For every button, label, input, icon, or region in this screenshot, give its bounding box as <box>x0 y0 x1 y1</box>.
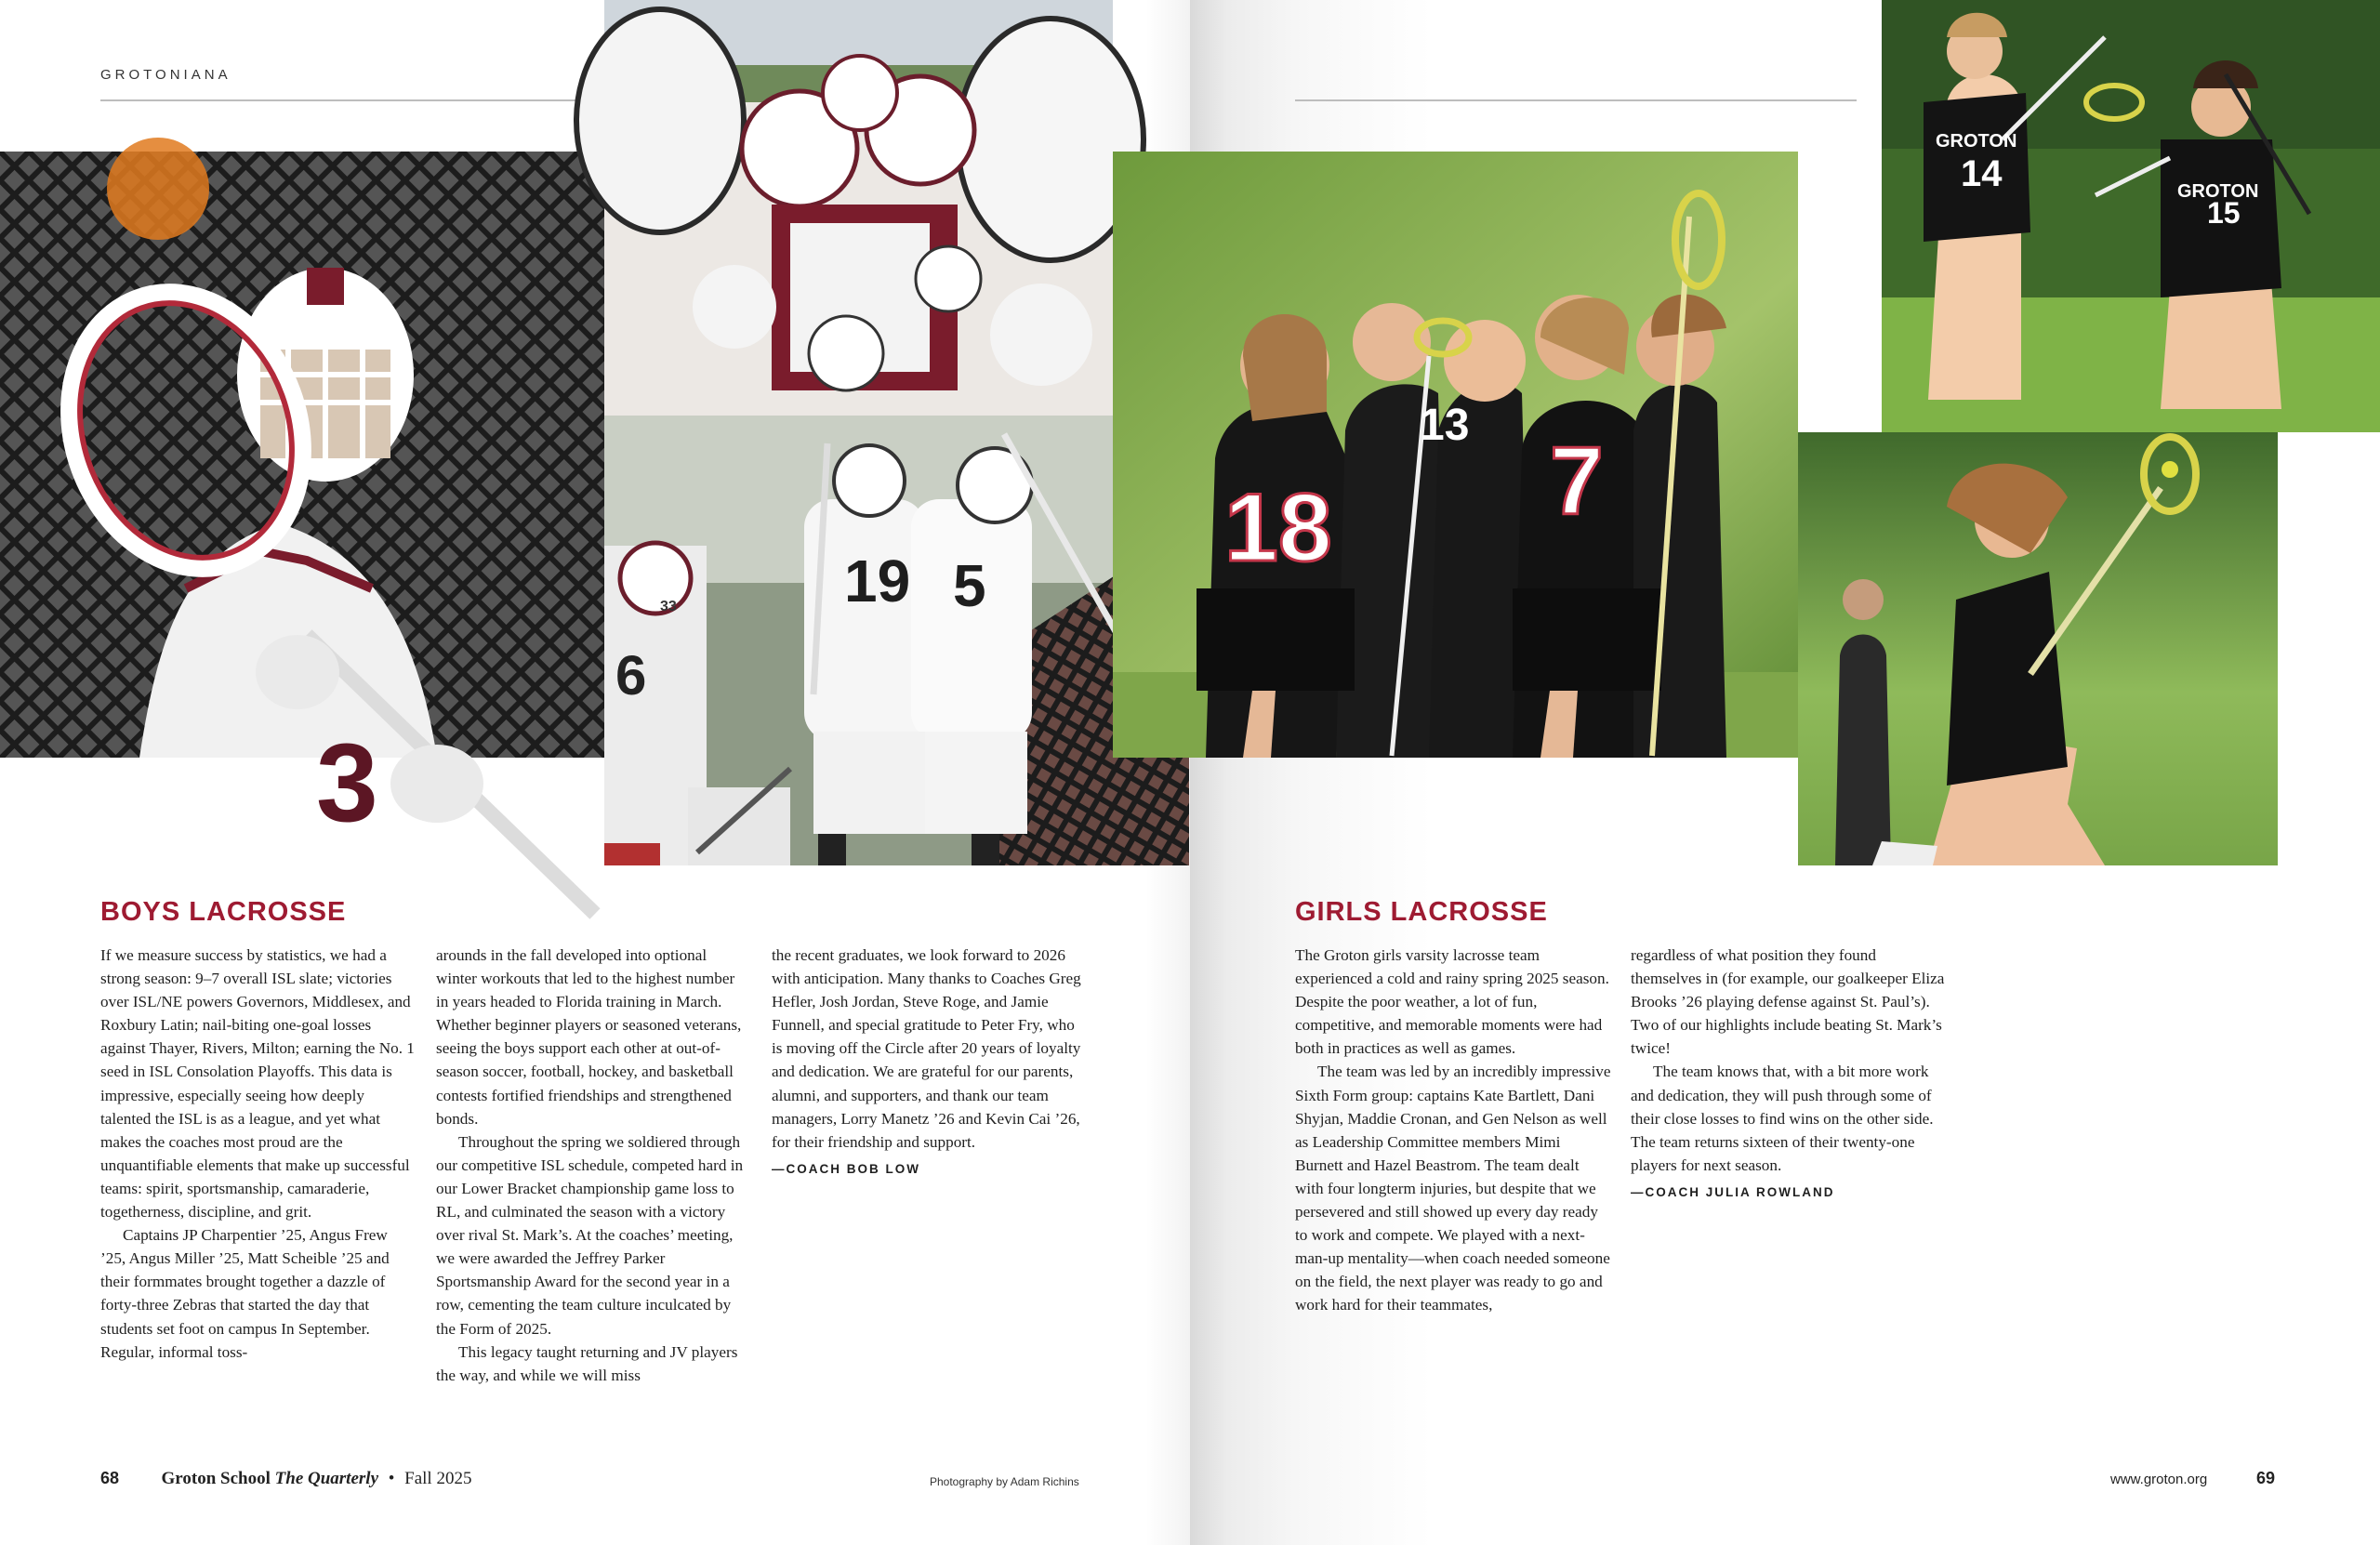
boys-coach-byline: —COACH BOB LOW <box>772 1161 920 1176</box>
photo-boys-goalie <box>0 152 604 845</box>
publication-title: The Quarterly <box>274 1469 378 1488</box>
paragraph: If we measure success by statistics, we had a strong season: 9–7 overall ISL slate; victories over ISL/NE powers Governors, Middlesex, and Roxbury Latin; nail-biting one-goal losses against Thayer, Rivers, Milton; earning the No. 1 seed in ISL Consolation Playoffs. This data is impressive, especially seeing how deeply talented the ISL is as a league, and yet what makes the coaches most proud are the unquantifiable elements that make up successful teams: spirit, sportsmanship, camaraderie, togetherness, discipline, and grit. <box>100 946 415 1221</box>
girls-chest-text-b: GROTON <box>2177 181 2259 202</box>
girls-jersey-a: 18 <box>1224 474 1332 582</box>
issue-date: Fall 2025 <box>404 1469 472 1488</box>
girls-chest-text-a: GROTON <box>1936 131 2017 152</box>
boys-lacrosse-heading: BOYS LACROSSE <box>100 897 347 927</box>
paragraph: regardless of what position they found themselves in (for example, our goalkeeper Eliza Brooks ’26 playing defense against St. Paul’s). Two of our highlights include beating St. Mark’s twice! <box>1631 946 1945 1058</box>
publication-prefix: Groton School <box>161 1469 275 1488</box>
photo-credit: Photography by Adam Richins <box>930 1475 1079 1488</box>
boys-column-1 <box>100 944 415 1364</box>
header-rule-left <box>100 99 580 101</box>
photo-girls-game-action <box>1882 0 2380 432</box>
footer-left <box>100 1469 471 1489</box>
boys-helmet-number: 33 <box>660 599 677 614</box>
photo-boys-celebration <box>604 416 1189 865</box>
paragraph: the recent graduates, we look forward to 2026 with anticipation. Many thanks to Coaches Greg Hefler, Josh Jordan, Steve Roge, and Jamie Funnell, and special gratitude to Peter Fry, who is moving off the Circle after 20 years of loyalty and dedication. We are grateful for our parents, alumni, and supporters, and thank our team managers, Lorry Manetz ’26 and Kevin Cai ’26, for their friendship and support. <box>772 946 1081 1151</box>
photo-girls-team <box>1113 152 1798 758</box>
boys-column-2 <box>436 944 750 1387</box>
paragraph: The team was led by an incredibly impressive Sixth Form group: captains Kate Bartlett, Dani Shyjan, Maddie Cronan, and Gen Nelson as well as Leadership Committee members Mimi Burnett and Hazel Beastrom. The team dealt with four longterm injuries, but despite that we persevered and still showed up every day ready to work and compete. We played with a next-man-up mentality—when coach needed someone on the field, the next player was ready to go and work hard for their teammates, <box>1295 1063 1611 1314</box>
right-page-number-wrap <box>2256 1469 2275 1489</box>
footer-separator: • <box>388 1469 395 1488</box>
girls-column-2 <box>1631 944 1947 1204</box>
section-label: GROTONIANA <box>100 67 231 83</box>
girls-jersey-d: 14 <box>1961 153 2003 194</box>
website-link[interactable]: www.groton.org <box>2110 1472 2208 1487</box>
left-page-number: 68 <box>100 1469 120 1487</box>
girls-jersey-c: 7 <box>1550 428 1604 535</box>
girls-lacrosse-heading: GIRLS LACROSSE <box>1295 897 1548 927</box>
paragraph: Throughout the spring we soldiered through our competitive ISL schedule, competed hard in our Lower Bracket championship game loss to RL, and culminated the season with a victory over rival St. Mark’s. At the coaches’ meeting, we were awarded the Jeffrey Parker Sportsmanship Award for the second year in a row, cementing the team culture inculcated by the Form of 2025. <box>436 1132 744 1338</box>
goalie-jersey-number: 3 <box>316 720 378 845</box>
paragraph: arounds in the fall developed into optional winter workouts that led to the highest number in years headed to Florida training in March. Whether beginner players or seasoned veterans, seeing the boys support each other at out-of-season soccer, football, hockey, and basketball contests fortified friendships and strengthened bonds. <box>436 946 742 1128</box>
girls-column-1 <box>1295 944 1611 1317</box>
photo-boys-huddle <box>604 0 1113 416</box>
paragraph: This legacy taught returning and JV players the way, and while we will miss <box>436 1342 738 1384</box>
girls-coach-byline: —COACH JULIA ROWLAND <box>1631 1184 1835 1199</box>
right-page-number: 69 <box>2256 1469 2276 1487</box>
header-rule-right <box>1295 99 1857 101</box>
girls-jersey-e: 15 <box>2207 196 2241 230</box>
boys-jersey-b: 5 <box>953 552 986 619</box>
paragraph: The Groton girls varsity lacrosse team experienced a cold and rainy spring 2025 season. Despite the poor weather, a lot of fun, competitive, and memorable moments were had both in practices as well as games. <box>1295 946 1609 1058</box>
paragraph: The team knows that, with a bit more work and dedication, they will push through some of their close losses to find wins on the other side. The team returns sixteen of their twenty-one players for next season. <box>1631 1063 1934 1174</box>
girls-jersey-b: 13 <box>1420 401 1470 450</box>
boys-column-3 <box>772 944 1086 1181</box>
paragraph: Captains JP Charpentier ’25, Angus Frew ’25, Angus Miller ’25, Matt Scheible ’25 and their formmates brought together a dazzle of forty-three Zebras that started the day that students set foot on campus In September. Regular, informal toss- <box>100 1226 390 1361</box>
photo-girls-solo-runner <box>1798 432 2278 865</box>
boys-jersey-a: 19 <box>844 548 911 614</box>
boys-jersey-c: 6 <box>615 644 647 706</box>
